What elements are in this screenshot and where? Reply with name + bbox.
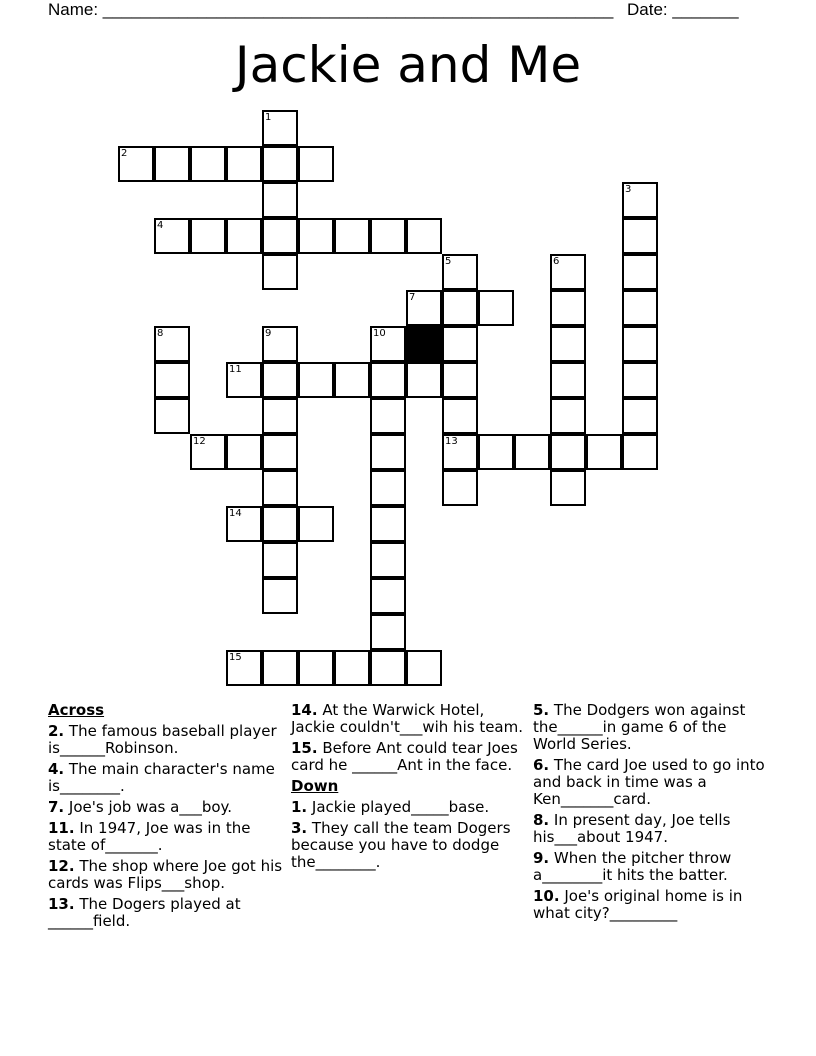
clue-text: At the Warwick Hotel, Jackie couldn't___wih his team. [291,701,523,736]
crossword-cell[interactable] [622,218,658,254]
crossword-cell[interactable] [262,182,298,218]
crossword-cell[interactable] [406,650,442,686]
clue-text: Jackie played_____base. [307,798,490,816]
clue-item [533,888,771,922]
crossword-cell[interactable] [550,326,586,362]
clues-column-1 [48,702,286,934]
crossword-cell[interactable] [298,218,334,254]
crossword-cell[interactable] [442,362,478,398]
crossword-cell[interactable] [370,578,406,614]
crossword-cell[interactable] [442,470,478,506]
crossword-cell[interactable] [370,362,406,398]
clue-number-label: 1. [291,798,308,816]
clue-number-label: 14. [291,701,318,719]
crossword-cell[interactable] [262,506,298,542]
crossword-cell[interactable] [298,650,334,686]
crossword-cell[interactable] [262,254,298,290]
clue-item [533,850,771,884]
crossword-cell[interactable] [226,218,262,254]
clues-column-3 [533,702,771,926]
crossword-cell[interactable] [550,434,586,470]
clue-number: 1 [265,112,272,123]
clue-number: 9 [265,328,272,339]
crossword-cell[interactable] [226,434,262,470]
crossword-cell[interactable] [226,506,262,542]
crossword-cell[interactable] [262,146,298,182]
clue-item [48,723,286,757]
crossword-cell[interactable] [622,254,658,290]
clue-text: The Dodgers won against the______in game 6 of the World Series. [533,701,746,753]
crossword-cell[interactable] [622,326,658,362]
crossword-cell[interactable] [154,218,190,254]
clue-number: 5 [445,256,452,267]
crossword-cell[interactable] [334,218,370,254]
crossword-cell[interactable] [442,326,478,362]
crossword-cell[interactable] [154,398,190,434]
name-field-label: Name: ______________________________________________________ [48,0,614,19]
clue-text: Before Ant could tear Joes card he ______Ant in the face. [291,739,518,774]
crossword-cell[interactable] [154,146,190,182]
crossword-cell[interactable] [154,362,190,398]
crossword-cell[interactable] [262,398,298,434]
crossword-cell[interactable] [262,110,298,146]
crossword-cell[interactable] [442,254,478,290]
crossword-cell[interactable] [262,218,298,254]
clue-number-label: 15. [291,739,318,757]
crossword-cell[interactable] [514,434,550,470]
clue-text: In present day, Joe tells his___about 1947. [533,811,731,846]
down-heading: Down [291,777,339,795]
crossword-cell[interactable] [442,398,478,434]
clue-item [48,820,286,854]
clue-text: When the pitcher throw a________it hits the batter. [533,849,732,884]
clue-number: 13 [445,436,458,447]
crossword-cell[interactable] [550,470,586,506]
crossword-cell[interactable] [406,362,442,398]
crossword-cell[interactable] [190,218,226,254]
crossword-cell[interactable] [550,254,586,290]
clue-number-label: 3. [291,819,308,837]
crossword-cell[interactable] [550,362,586,398]
clue-number-label: 10. [533,887,560,905]
page-title: Jackie and Me [234,36,582,94]
clue-number: 3 [625,184,632,195]
crossword-cell[interactable] [370,218,406,254]
clue-number: 15 [229,652,242,663]
clue-number: 7 [409,292,416,303]
crossword-cell[interactable] [442,290,478,326]
clue-text: The card Joe used to go into and back in time was a Ken_______card. [533,756,765,808]
crossword-cell[interactable] [478,290,514,326]
clue-item [291,799,529,816]
clue-number: 2 [121,148,128,159]
crossword-cell[interactable] [406,218,442,254]
crossword-cell[interactable] [262,542,298,578]
crossword-cell[interactable] [370,434,406,470]
crossword-cell[interactable] [370,614,406,650]
clue-number: 10 [373,328,386,339]
crossword-cell[interactable] [550,290,586,326]
crossword-cell[interactable] [262,362,298,398]
clue-number: 8 [157,328,164,339]
crossword-cell[interactable] [622,398,658,434]
clue-item [533,757,771,808]
date-field-label: Date: _______ [627,0,739,19]
clue-item [48,858,286,892]
crossword-cell[interactable] [370,650,406,686]
clue-number-label: 9. [533,849,550,867]
crossword-cell[interactable] [622,434,658,470]
crossword-cell[interactable] [226,362,262,398]
crossword-cell[interactable] [550,398,586,434]
clue-text: Joe's original home is in what city?_________ [533,887,743,922]
crossword-cell[interactable] [334,650,370,686]
clue-number-label: 8. [533,811,550,829]
crossword-cell[interactable] [370,398,406,434]
clue-item [291,820,529,871]
crossword-cell[interactable] [226,146,262,182]
clue-item [48,896,286,930]
crossword-cell[interactable] [262,434,298,470]
clue-number: 12 [193,436,206,447]
crossword-cell[interactable] [154,326,190,362]
crossword-cell[interactable] [298,362,334,398]
clue-item [291,702,529,736]
clue-text: They call the team Dogers because you have to dodge the________. [291,819,511,871]
clue-number-label: 5. [533,701,550,719]
crossword-cell[interactable] [586,434,622,470]
clue-text: The famous baseball player is______Robinson. [48,722,277,757]
black-square [406,326,442,362]
crossword-cell[interactable] [262,470,298,506]
clue-text: The main character's name is________. [48,760,275,795]
clue-item [48,799,286,816]
crossword-cell[interactable] [262,650,298,686]
clues-column-2 [291,702,529,875]
crossword-cell[interactable] [334,362,370,398]
clue-number: 11 [229,364,242,375]
clue-text: The Dogers played at ______field. [48,895,241,930]
clue-text: Joe's job was a___boy. [64,798,233,816]
crossword-cell[interactable] [298,506,334,542]
clue-text: The shop where Joe got his cards was Flips___shop. [48,857,283,892]
crossword-cell[interactable] [298,146,334,182]
clue-text: In 1947, Joe was in the state of_______. [48,819,251,854]
clue-number: 6 [553,256,560,267]
clue-number-label: 7. [48,798,65,816]
clue-item [533,812,771,846]
clue-number: 4 [157,220,164,231]
crossword-cell[interactable] [622,362,658,398]
crossword-cell[interactable] [262,578,298,614]
clue-number-label: 12. [48,857,75,875]
crossword-cell[interactable] [622,182,658,218]
across-heading: Across [48,701,105,719]
clue-number-label: 2. [48,722,65,740]
crossword-cell[interactable] [370,506,406,542]
clue-number-label: 11. [48,819,75,837]
crossword-cell[interactable] [118,146,154,182]
crossword-cell[interactable] [478,434,514,470]
crossword-cell[interactable] [622,290,658,326]
crossword-cell[interactable] [406,290,442,326]
crossword-cell[interactable] [190,146,226,182]
crossword-cell[interactable] [370,470,406,506]
clue-number-label: 6. [533,756,550,774]
crossword-cell[interactable] [370,326,406,362]
clue-item [533,702,771,753]
crossword-cell[interactable] [226,650,262,686]
clue-number: 14 [229,508,242,519]
crossword-cell[interactable] [442,434,478,470]
crossword-cell[interactable] [190,434,226,470]
clue-item [291,740,529,774]
crossword-cell[interactable] [262,326,298,362]
clue-item [48,761,286,795]
clue-number-label: 4. [48,760,65,778]
crossword-cell[interactable] [370,542,406,578]
clue-number-label: 13. [48,895,75,913]
